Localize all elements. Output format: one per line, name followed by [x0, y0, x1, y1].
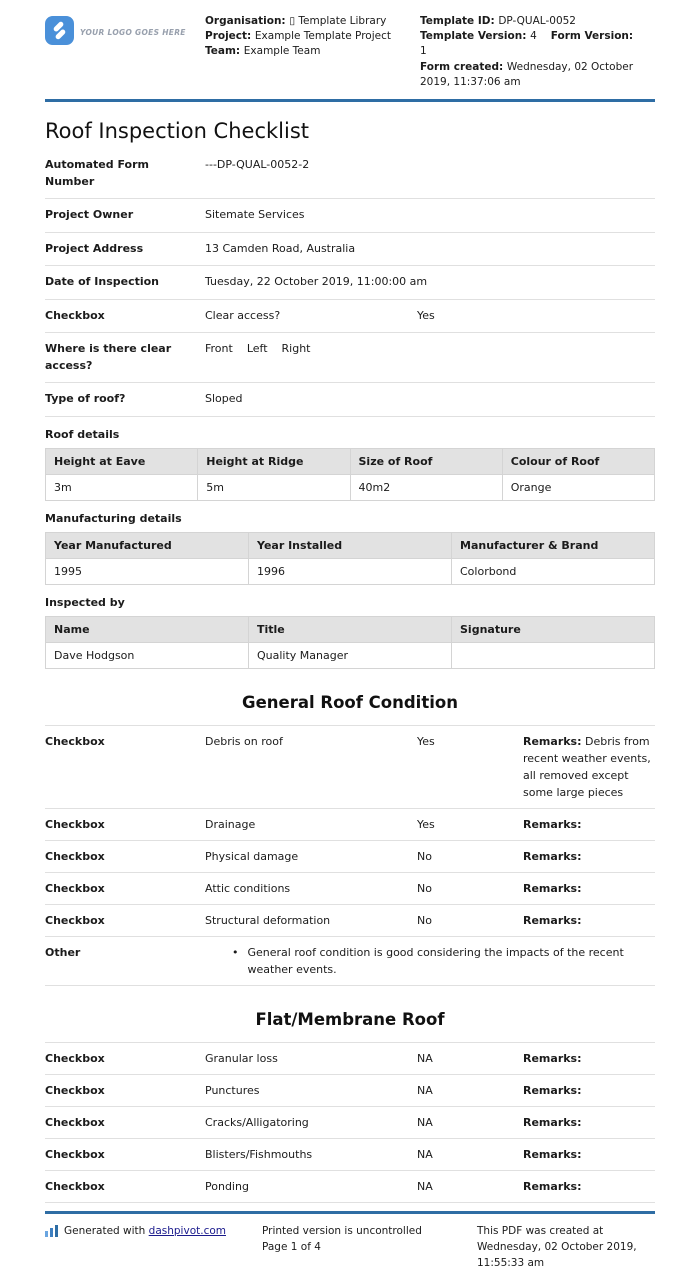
field-label: Project Owner [45, 208, 134, 222]
checklist-remarks [523, 1146, 655, 1163]
meta-line [205, 44, 412, 59]
table-header-row [46, 532, 655, 558]
checklist-label: Checkbox [45, 817, 105, 831]
checklist-answer: NA [417, 1084, 433, 1098]
checklist-question: Blisters/Fishmouths [205, 1148, 313, 1162]
bullet-dot: • [232, 945, 239, 959]
generated-with-text: Generated with [64, 1225, 146, 1238]
logo-block [45, 14, 205, 49]
checklist-remarks [523, 912, 655, 929]
field-value [205, 341, 655, 374]
meta-value: ▯ Template Library [289, 15, 387, 27]
page-footer [0, 1214, 700, 1271]
checklist-label: Checkbox [45, 1052, 105, 1066]
checklist-remarks [523, 1050, 655, 1067]
form-info-rows [45, 149, 655, 417]
page-number-text: Page 1 of 4 [262, 1241, 321, 1254]
table-row [46, 558, 655, 584]
table-body [46, 642, 655, 668]
field-value: 13 Camden Road, Australia [205, 241, 356, 255]
field-option: Right [281, 342, 311, 356]
table-cell: 5m [198, 474, 350, 500]
field-value: Sloped [205, 392, 243, 406]
checklist-question: Ponding [205, 1180, 249, 1194]
column-header: Title [249, 616, 452, 642]
checklist-row [45, 937, 655, 986]
checklist-question: Structural deformation [205, 913, 331, 927]
checklist-answer: NA [417, 1052, 433, 1066]
checklist-row [45, 841, 655, 873]
field-label: Type of roof? [45, 392, 126, 406]
meta-pair [205, 30, 391, 42]
field-answer: Yes [417, 308, 435, 322]
checklist-row [45, 809, 655, 841]
checklist-answer: NA [417, 1148, 433, 1162]
checklist-row [45, 1139, 655, 1171]
meta-label: Template ID: [420, 15, 499, 27]
checklist-label: Checkbox [45, 1148, 105, 1162]
checklist-remarks [523, 848, 655, 865]
checklist-row [45, 1171, 655, 1203]
meta-pair [420, 30, 537, 42]
data-table [45, 448, 655, 501]
meta-line [420, 14, 655, 29]
checklist-answer: No [417, 913, 432, 927]
meta-value: Example Template Project [254, 30, 391, 43]
checklist-label: Checkbox [45, 1180, 105, 1194]
checklist [45, 1042, 655, 1203]
table-cell: Orange [502, 474, 654, 500]
table-cell: Colorbond [452, 558, 655, 584]
remarks-label: Remarks: [523, 913, 582, 927]
footer-created-at: This PDF was created at Wednesday, 02 October 2019, 11:55:33 am [477, 1225, 637, 1269]
form-field-row [45, 199, 655, 233]
meta-value: Wednesday, 02 October 2019, 11:37:06 am [420, 60, 634, 88]
table-title: Roof details [45, 427, 120, 441]
remarks-label: Remarks: [523, 1084, 582, 1098]
column-header: Colour of Roof [502, 448, 654, 474]
table-cell: 3m [46, 474, 198, 500]
checklist-row [45, 905, 655, 937]
checklist-label: Checkbox [45, 734, 105, 748]
checklist-row [45, 873, 655, 905]
data-table [45, 532, 655, 585]
checklist-label: Checkbox [45, 913, 105, 927]
table-header [46, 448, 655, 474]
logo-placeholder-text: YOUR LOGO GOES HERE [80, 28, 186, 37]
checklist-label: Other [45, 945, 81, 959]
meta-pair [205, 15, 386, 27]
checklist-row [45, 726, 655, 809]
table-cell: Quality Manager [249, 642, 452, 668]
meta-pair [420, 61, 633, 88]
checklist-answer: Yes [417, 734, 435, 748]
meta-line [420, 60, 655, 90]
checklist-row [45, 1043, 655, 1075]
checklist-question: Granular loss [205, 1052, 278, 1066]
field-label: Automated Form Number [45, 158, 149, 188]
dashpivot-link[interactable]: dashpivot.com [148, 1225, 226, 1238]
checklist-label: Checkbox [45, 1084, 105, 1098]
meta-label: Project: [205, 30, 255, 43]
form-field-row [45, 300, 655, 334]
checklist-remarks [523, 1082, 655, 1099]
checklist-row [45, 1075, 655, 1107]
checklist-question: Cracks/Alligatoring [205, 1116, 309, 1130]
column-header: Size of Roof [350, 448, 502, 474]
table-title: Inspected by [45, 595, 125, 609]
footer-generated [45, 1224, 262, 1271]
checklist [45, 725, 655, 986]
column-header: Year Manufactured [46, 532, 249, 558]
field-label: Date of Inspection [45, 275, 160, 289]
table-row [46, 474, 655, 500]
remarks-label: Remarks: [523, 1180, 582, 1194]
footer-printed-note [262, 1224, 477, 1271]
table-cell [452, 642, 655, 668]
table-cell: 1995 [46, 558, 249, 584]
meta-pair [205, 45, 320, 57]
field-label: Project Address [45, 241, 144, 255]
table-body [46, 474, 655, 500]
table-cell: 1996 [249, 558, 452, 584]
checklist-question: Punctures [205, 1084, 260, 1098]
checklist-remarks [523, 1178, 655, 1195]
remarks-label: Remarks: [523, 1052, 582, 1066]
printed-version-text: Printed version is uncontrolled [262, 1225, 422, 1238]
meta-value: 4 [530, 30, 537, 43]
table-title: Manufacturing details [45, 511, 182, 525]
checklist-answer: NA [417, 1180, 433, 1194]
checklist-sections [45, 693, 655, 1204]
column-header: Name [46, 616, 249, 642]
bar-chart-icon [45, 1225, 58, 1243]
meta-value: Example Team [243, 45, 321, 58]
meta-value: DP-QUAL-0052 [498, 15, 576, 27]
remarks-label: Remarks: [523, 1148, 582, 1162]
meta-label: Form Version: [550, 30, 634, 43]
page-header [45, 14, 655, 90]
checklist-question: Physical damage [205, 849, 299, 863]
meta-value: 1 [420, 45, 427, 58]
column-header: Year Installed [249, 532, 452, 558]
meta-line [205, 29, 412, 44]
field-value: Sitemate Services [205, 208, 305, 222]
table-header [46, 532, 655, 558]
detail-tables [45, 428, 655, 669]
checklist-label: Checkbox [45, 1116, 105, 1130]
header-meta-left [205, 14, 420, 60]
field-value: Tuesday, 22 October 2019, 11:00:00 am [205, 275, 428, 289]
form-field-row [45, 383, 655, 417]
field-option: Front [205, 342, 233, 356]
checklist-row [45, 1107, 655, 1139]
checklist-answer: Yes [417, 817, 435, 831]
table-header-row [46, 448, 655, 474]
remarks-label: Remarks: [523, 817, 582, 831]
form-field-row [45, 149, 655, 199]
remarks-text: Debris from recent weather events, all removed except some large pieces [523, 734, 651, 799]
column-header: Height at Eave [46, 448, 198, 474]
field-label: Checkbox [45, 308, 105, 322]
remarks-label: Remarks: [523, 849, 582, 863]
section-heading: General Roof Condition [242, 692, 458, 712]
remarks-label: Remarks: [523, 881, 582, 895]
data-table [45, 616, 655, 669]
meta-label: Organisation: [205, 15, 290, 27]
meta-line [420, 29, 655, 59]
remarks-label: Remarks: [523, 734, 582, 748]
page-title: Roof Inspection Checklist [45, 119, 309, 144]
form-field-row [45, 233, 655, 267]
meta-line [205, 14, 412, 29]
column-header: Signature [452, 616, 655, 642]
field-option: Left [246, 342, 268, 356]
checklist-remarks [523, 816, 655, 833]
header-meta-right [420, 14, 655, 90]
table-header [46, 616, 655, 642]
table-body [46, 558, 655, 584]
checklist-question: Attic conditions [205, 881, 291, 895]
table-cell: Dave Hodgson [46, 642, 249, 668]
bullet-text: General roof condition is good considering the impacts of the recent weather events. [247, 945, 624, 977]
meta-label: Form created: [420, 60, 507, 73]
table-header-row [46, 616, 655, 642]
remarks-label: Remarks: [523, 1116, 582, 1130]
checklist-label: Checkbox [45, 881, 105, 895]
meta-pair [420, 15, 576, 27]
checklist-remarks [523, 1114, 655, 1131]
checklist-answer: No [417, 881, 432, 895]
table-cell: 40m2 [350, 474, 502, 500]
checklist-question: Drainage [205, 817, 256, 831]
field-label: Where is there clear access? [45, 342, 172, 372]
meta-label: Template Version: [420, 30, 531, 43]
meta-label: Team: [205, 45, 244, 58]
section-heading: Flat/Membrane Roof [255, 1010, 445, 1030]
column-header: Height at Ridge [198, 448, 350, 474]
column-header: Manufacturer & Brand [452, 532, 655, 558]
checklist-question: Debris on roof [205, 734, 283, 748]
bullet-item [205, 944, 655, 978]
table-row [46, 642, 655, 668]
checklist-answer: No [417, 849, 432, 863]
dashpivot-logo-icon [45, 16, 74, 49]
field-value: ---DP-QUAL-0052-2 [205, 158, 310, 172]
form-field-row [45, 266, 655, 300]
header-divider [45, 99, 655, 102]
form-field-row [45, 333, 655, 383]
field-question: Clear access? [205, 308, 281, 322]
checklist-label: Checkbox [45, 849, 105, 863]
checklist-answer: NA [417, 1116, 433, 1130]
checklist-remarks [523, 880, 655, 897]
checklist-remarks [523, 733, 655, 801]
